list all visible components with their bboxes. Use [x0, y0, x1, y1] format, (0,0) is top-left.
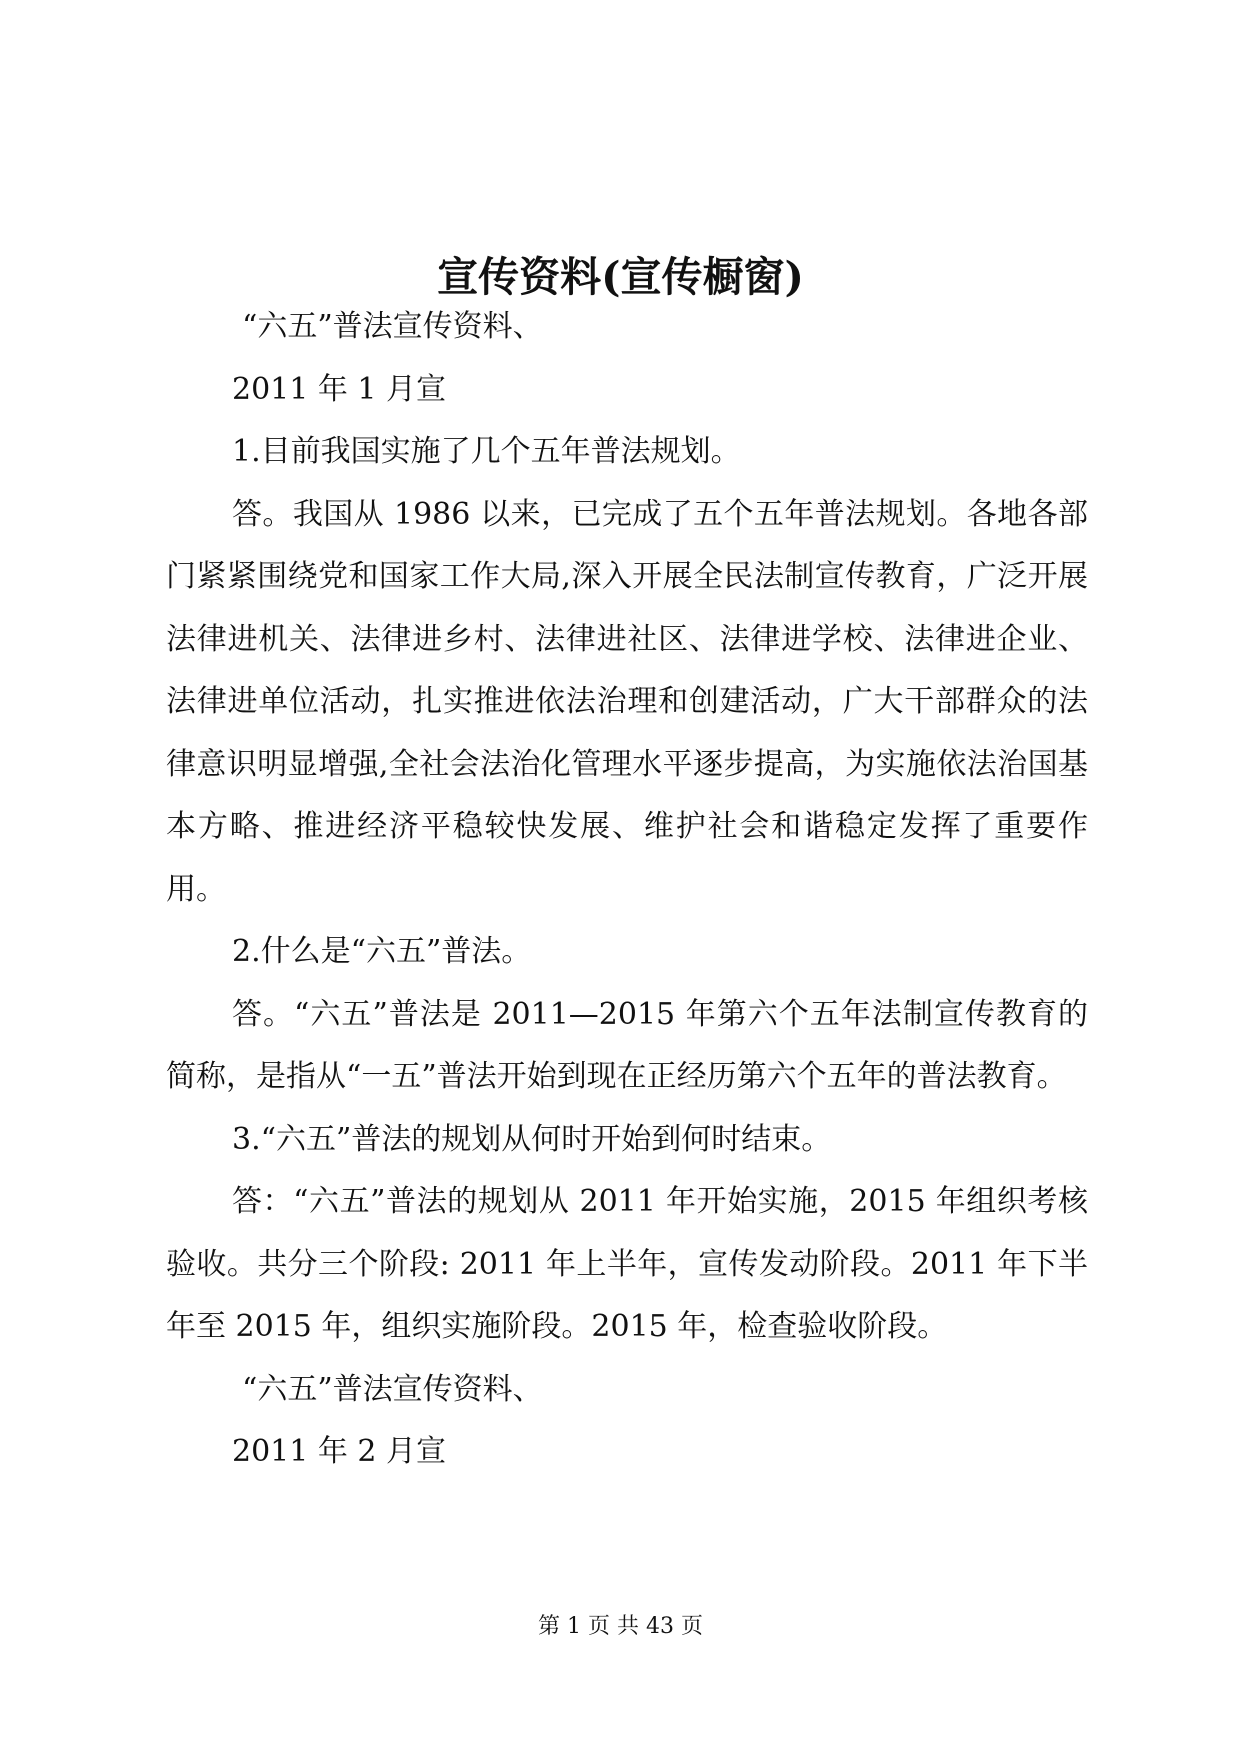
paragraph: 3.“六五”普法的规划从何时开始到何时结束。 — [232, 1121, 832, 1157]
page-number-footer: 第 1 页 共 43 页 — [538, 1614, 703, 1639]
paragraph: “六五”普法宣传资料、 — [242, 1371, 543, 1407]
document-title: 宣传资料(宣传橱窗) — [437, 253, 804, 302]
paragraph: 2011 年 2 月宣 — [232, 1434, 447, 1469]
paragraph: 1.目前我国实施了几个五年普法规划。 — [232, 434, 741, 469]
paragraph: 答：“六五”普法的规划从 2011 年开始实施，2015 年组织考核验收。共分三个阶段: 2011 年上半年，宣传发动阶段。2011 年下半年至 2015 年，组织实施阶段。2015 年，检查验收阶段。 — [166, 1184, 1088, 1344]
paragraph: 答。“六五”普法是 2011—2015 年第六个五年法制宣传教育的简称，是指从“一五”普法开始到现在正经历第六个五年的普法教育。 — [166, 996, 1088, 1094]
paragraph: 2.什么是“六五”普法。 — [232, 934, 532, 969]
paragraph: 2011 年 1 月宣 — [232, 371, 447, 407]
paragraph: 答。我国从 1986 以来，已完成了五个五年普法规划。各地各部门紧紧围绕党和国家工作大局,深入开展全民法制宣传教育，广泛开展法律进机关、法律进乡村、法律进社区、法律进学校、法律进企业、法律进单位活动，扎实推进依法治理和创建活动，广大干部群众的法律意识明显增强,全社会法治化管理水平逐步提高，为实施依法治国基本方略、推进经济平稳较快发展、维护社会和谐稳定发挥了重要作用。 — [166, 496, 1088, 907]
paragraph: “六五”普法宣传资料、 — [242, 309, 543, 344]
document-body — [166, 296, 1088, 1484]
